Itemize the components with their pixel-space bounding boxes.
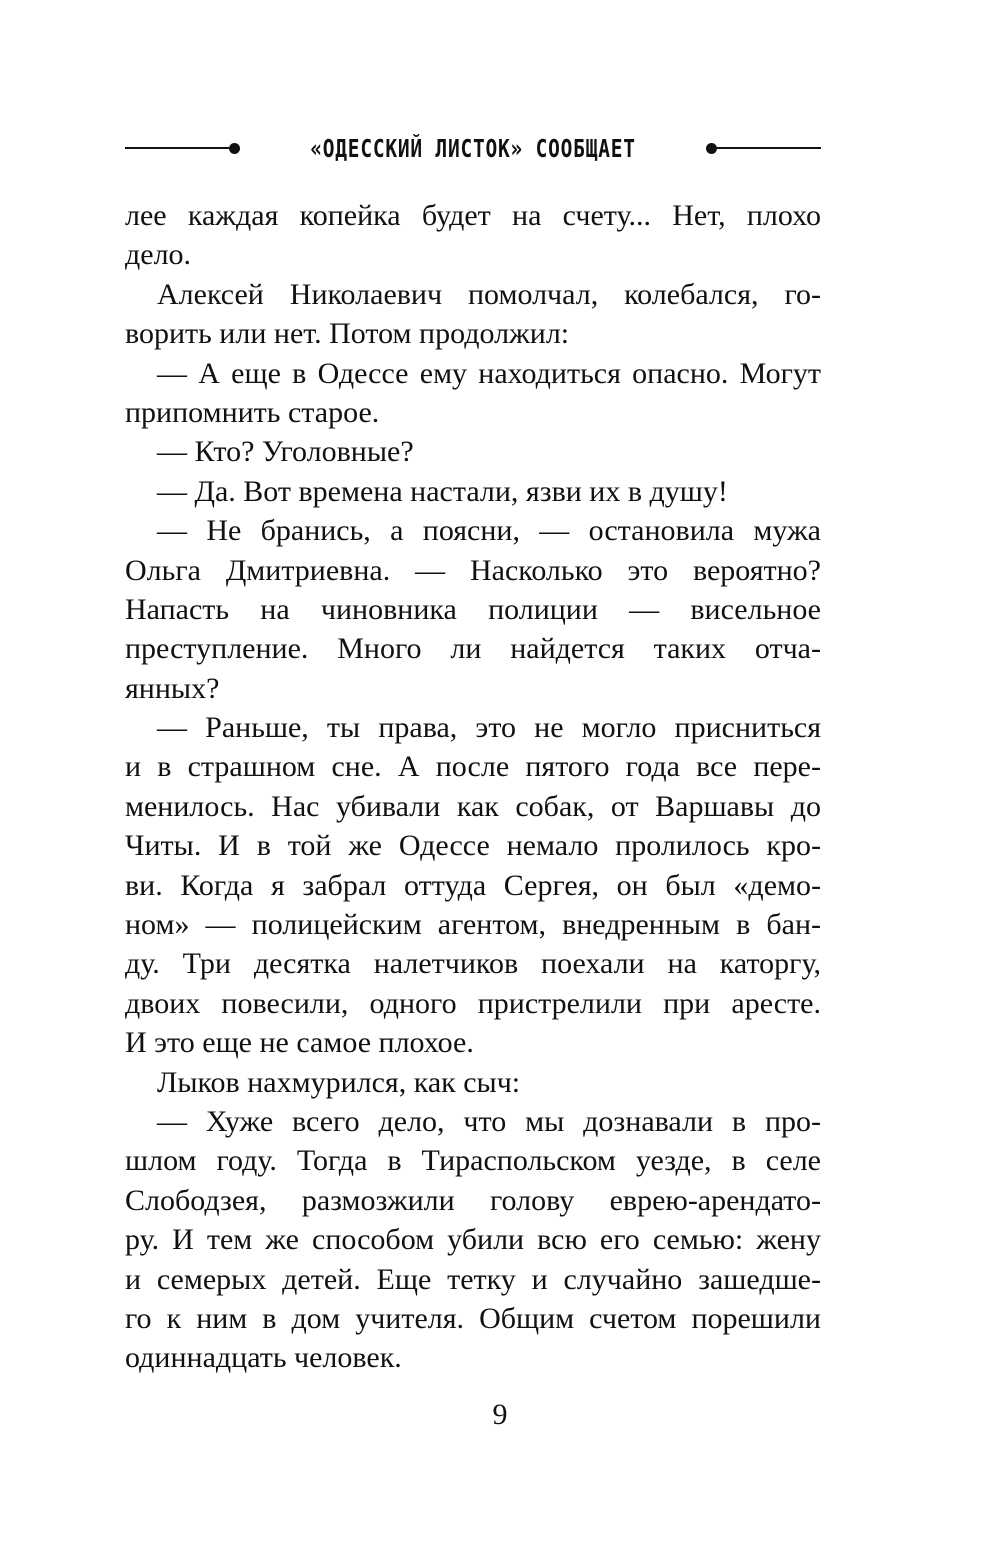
text-line: лее каждая копейка будет на счету... Нет, плохо bbox=[125, 199, 821, 232]
body-text bbox=[125, 196, 821, 1378]
text-line: — А еще в Одессе ему находиться опасно. Могут bbox=[157, 356, 821, 390]
text-line: ру. И тем же способом убили всю его семью: жену bbox=[125, 1223, 821, 1257]
text-line: Напасть на чиновника полиции — висельное bbox=[125, 592, 821, 626]
text-line: — Хуже всего дело, что мы дознавали в про- bbox=[157, 1104, 821, 1138]
right-dot-icon bbox=[706, 143, 717, 154]
text-line: — Кто? Уголовные? bbox=[157, 435, 414, 469]
text-line: дело. bbox=[125, 238, 192, 272]
text-line: И это еще не самое плохое. bbox=[125, 1026, 474, 1060]
running-head bbox=[125, 130, 821, 166]
text-line: — Раньше, ты права, это не могло присниться bbox=[157, 711, 821, 745]
text-line: — Не бранись, а поясни, — остановила мужа bbox=[157, 514, 821, 548]
page-number: 9 bbox=[492, 1398, 508, 1431]
text-line: двоих повесили, одного пристрелили при аресте. bbox=[125, 986, 821, 1020]
running-head-title: «ОДЕССКИЙ ЛИСТОК» СООБЩАЕТ bbox=[310, 133, 636, 163]
text-line: янных? bbox=[125, 671, 220, 705]
text-line: менилось. Нас убивали как собак, от Варшавы до bbox=[125, 789, 821, 823]
text-line: ду. Три десятка налетчиков поехали на каторгу, bbox=[125, 947, 821, 981]
text-line: Лыков нахмурился, как сыч: bbox=[157, 1065, 521, 1099]
right-ornament bbox=[701, 143, 821, 154]
left-dot-icon bbox=[229, 143, 240, 154]
text-line: — Да. Вот времена настали, язви их в душу! bbox=[157, 474, 728, 508]
right-rule bbox=[717, 147, 821, 149]
text-line: го к ним в дом учителя. Общим счетом порешили bbox=[125, 1301, 821, 1335]
text-line: преступление. Много ли найдется таких отча- bbox=[125, 632, 821, 666]
left-rule bbox=[125, 147, 229, 149]
text-line: шлом году. Тогда в Тираспольском уезде, в селе bbox=[125, 1144, 821, 1178]
text-line: и в страшном сне. А после пятого года все пере- bbox=[125, 750, 821, 784]
text-line: ворить или нет. Потом продолжил: bbox=[125, 317, 570, 351]
text-line: Ольга Дмитриевна. — Насколько это вероятно? bbox=[125, 553, 821, 587]
text-line: Слободзея, размозжили голову еврею-арендато- bbox=[125, 1183, 821, 1217]
text-line: одиннадцать человек. bbox=[125, 1341, 402, 1375]
text-line: Читы. И в той же Одессе немало пролилось кро- bbox=[125, 829, 821, 863]
text-line: припомнить старое. bbox=[125, 395, 380, 429]
text-line: ном» — полицейским агентом, внедренным в бан- bbox=[125, 908, 821, 942]
left-ornament bbox=[125, 143, 245, 154]
text-line: Алексей Николаевич помолчал, колебался, го- bbox=[157, 277, 821, 311]
text-line: ви. Когда я забрал оттуда Сергея, он был «демо- bbox=[125, 868, 821, 902]
text-line: и семерых детей. Еще тетку и случайно зашедше- bbox=[125, 1262, 821, 1296]
